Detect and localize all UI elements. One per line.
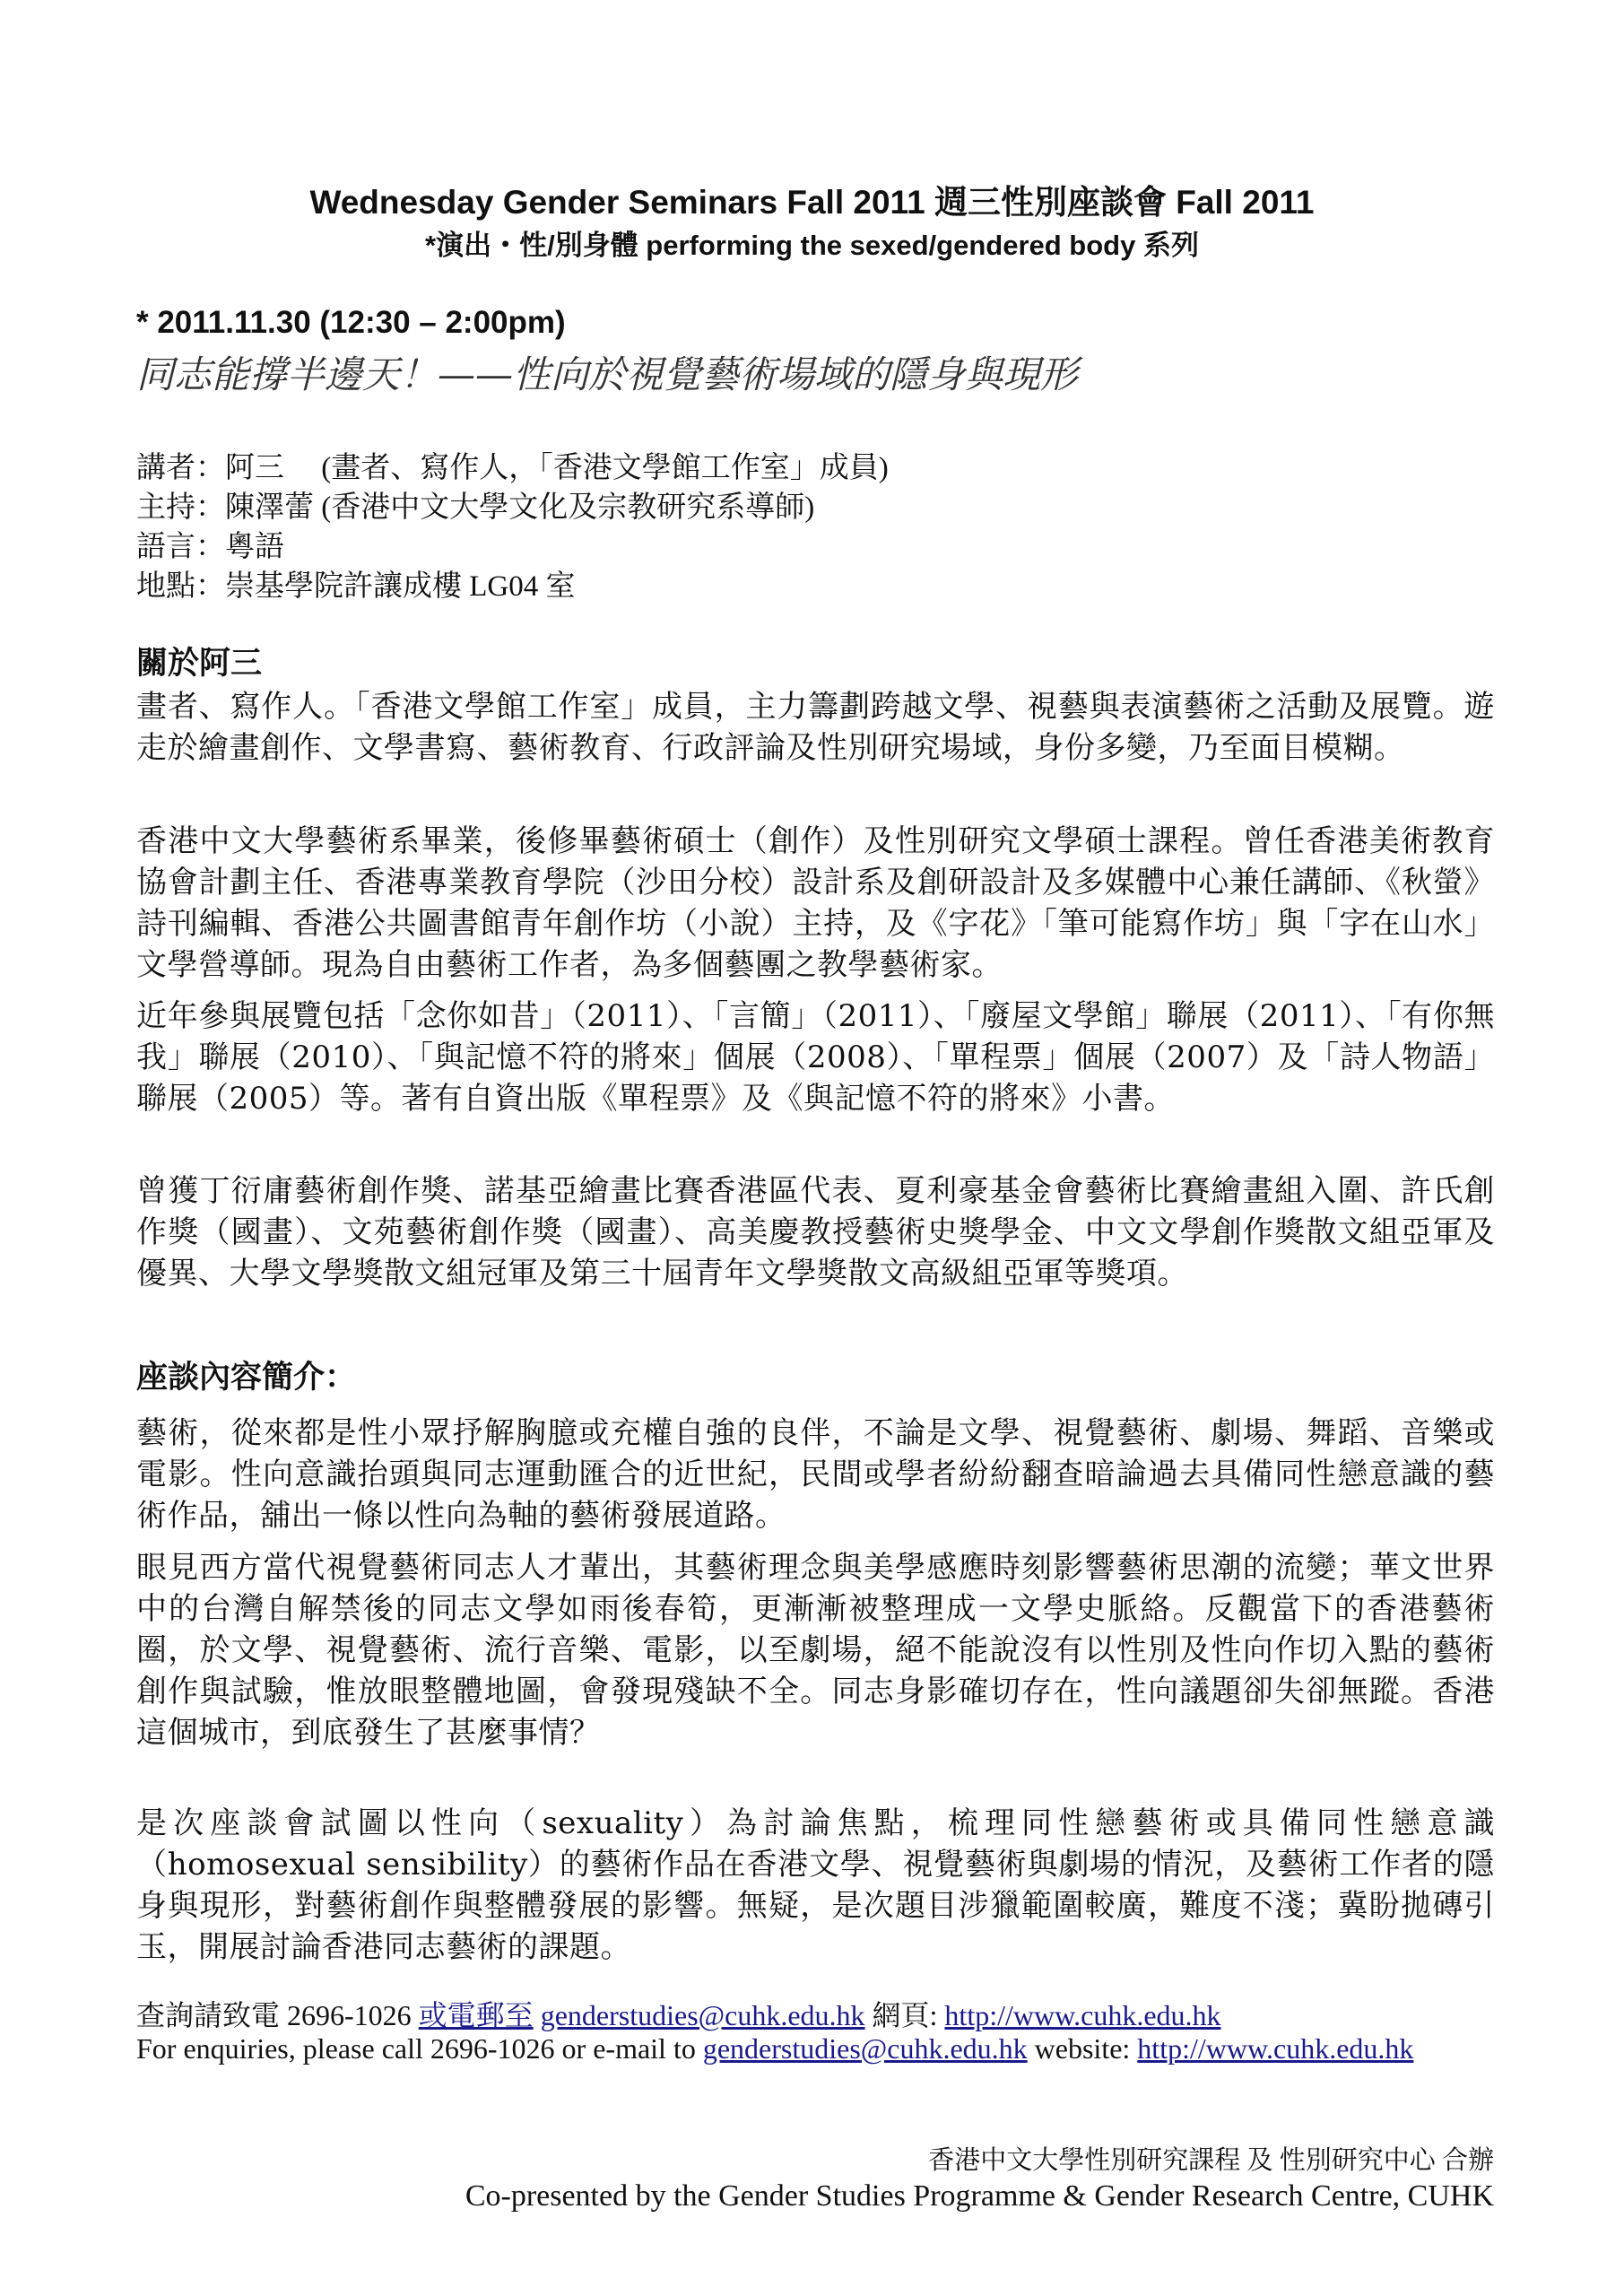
about-paragraph: 曾獲丁衍庸藝術創作獎、諾基亞繪畫比賽香港區代表、夏利豪基金會藝術比賽繪畫組入圍、許氏創作獎（國畫）、文苑藝術創作獎（國畫）、高美慶教授藝術史獎學金、中文文學創作獎散文組亞軍及優異、大學文學獎散文組冠軍及第三十屆青年文學獎散文高級組亞軍等獎項。 — [136, 1173, 1495, 1292]
event-datetime: * 2011.11.30 (12:30 – 2:00pm) — [136, 305, 566, 340]
about-paragraph: 近年參與展覽包括「念你如昔」（2011）、「言簡」（2011）、「廢屋文學館」聯展（2011）、「有你無我」聯展（2010）、「與記憶不符的將來」個展（2008）、「單程票」個展（2007）及「詩人物語」聯展（2005）等。著有自資出版《單程票》及《與記憶不符的將來》小書。 — [136, 998, 1495, 1117]
contact-or-email-zh: 或電郵至 — [418, 1999, 534, 2031]
summary-heading: 座談內容簡介： — [136, 1359, 357, 1396]
web-label-zh: 網頁: — [864, 1999, 945, 2031]
contact-line-en — [136, 2032, 1413, 2066]
language-line: 語言：粵語 — [136, 531, 284, 563]
host-line: 主持：陳澤蕾 (香港中文大學文化及宗教研究系導師) — [136, 491, 815, 524]
email-link[interactable]: genderstudies@cuhk.edu.hk — [702, 2032, 1028, 2065]
about-paragraph: 畫者、寫作人。「香港文學館工作室」成員，主力籌劃跨越文學、視藝與表演藝術之活動及展覽。遊走於繪畫創作、文學書寫、藝術教育、行政評論及性別研究場域，身份多變，乃至面目模糊。 — [136, 689, 1495, 766]
summary-paragraph: 眼見西方當代視覺藝術同志人才輩出，其藝術理念與美學感應時刻影響藝術思潮的流變；華文世界中的台灣自解禁後的同志文學如雨後春筍，更漸漸被整理成一文學史脈絡。反觀當下的香港藝術圈，於文學、視覺藝術、流行音樂、電影，以至劇場，絕不能說沒有以性別及性向作切入點的藝術創作與試驗，惟放眼整體地圖，會發現殘缺不全。同志身影確切存在，性向議題卻失卻無蹤。香港這個城市，到底發生了甚麼事情？ — [136, 1550, 1495, 1751]
contact-phone-zh: 查詢請致電 2696-1026 — [136, 1999, 419, 2031]
credit-zh: 香港中文大學性別研究課程 及 性別研究中心 合辦 — [928, 2146, 1494, 2175]
summary-paragraph: 藝術，從來都是性小眾抒解胸臆或充權自強的良伴，不論是文學、視覺藝術、劇場、舞蹈、音樂或電影。性向意識抬頭與同志運動匯合的近世紀，民間或學者紛紛翻查暗論過去具備同性戀意識的藝術作品，舖出一條以性向為軸的藝術發展道路。 — [136, 1415, 1495, 1534]
page-title: Wednesday Gender Seminars Fall 2011 週三性別座談會 Fall 2011 — [309, 184, 1315, 221]
series-subtitle: *演出・性/別身體 performing the sexed/gendered body 系列 — [425, 230, 1199, 261]
credit-en: Co-presented by the Gender Studies Programme & Gender Research Centre, CUHK — [465, 2179, 1494, 2213]
web-label-en: website: — [1027, 2032, 1138, 2065]
website-link[interactable]: http://www.cuhk.edu.hk — [944, 1999, 1221, 2031]
speaker-line: 講者：阿三 (畫者、寫作人，「香港文學館工作室」成員) — [136, 452, 889, 484]
email-link[interactable]: genderstudies@cuhk.edu.hk — [540, 1999, 865, 2031]
event-topic: 同志能撐半邊天！——性向於視覺藝術場域的隱身與現形 — [136, 352, 1079, 396]
about-paragraph: 香港中文大學藝術系畢業，後修畢藝術碩士（創作）及性別研究文學碩士課程。曾任香港美術教育協會計劃主任、香港專業教育學院（沙田分校）設計系及創研設計及多媒體中心兼任講師、《秋螢》詩刊編輯、香港公共圖書館青年創作坊（小說）主持，及《字花》「筆可能寫作坊」與「字在山水」文學營導師。現為自由藝術工作者，為多個藝團之教學藝術家。 — [136, 823, 1495, 983]
contact-line-zh — [136, 1993, 1221, 2034]
about-heading: 關於阿三 — [136, 645, 263, 682]
website-link[interactable]: http://www.cuhk.edu.hk — [1137, 2032, 1414, 2065]
summary-paragraph: 是次座談會試圖以性向（sexuality）為討論焦點，梳理同性戀藝術或具備同性戀意識（homosexual sensibility）的藝術作品在香港文學、視覺藝術與劇場的情況，及藝術工作者的隱身與現形，對藝術創作與整體發展的影響。無疑，是次題目涉獵範圍較廣，難度不淺；冀盼拋磚引玉，開展討論香港同志藝術的課題。 — [136, 1805, 1495, 1965]
venue-line: 地點：崇基學院許讓成樓 LG04 室 — [136, 570, 576, 603]
contact-phone-en: For enquiries, please call 2696-1026 or e-mail to — [136, 2032, 703, 2065]
